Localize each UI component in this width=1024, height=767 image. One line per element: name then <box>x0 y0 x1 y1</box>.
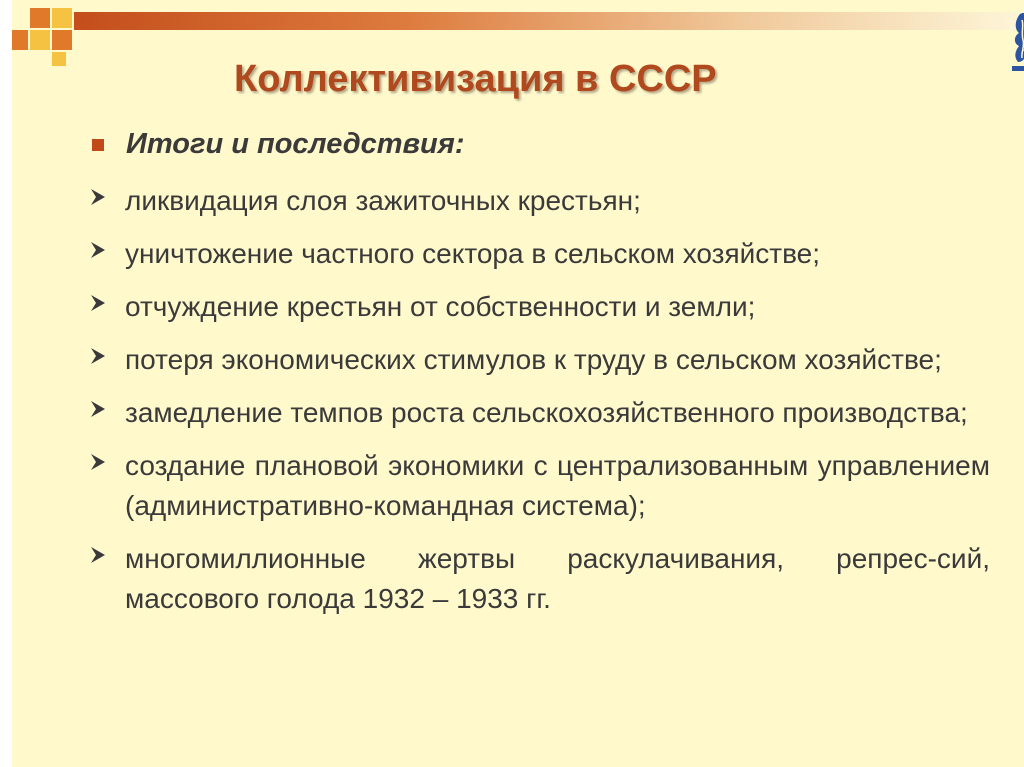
arrow-bullet-icon <box>90 452 106 472</box>
arrow-bullet-icon <box>90 545 106 565</box>
list-item <box>90 234 990 274</box>
corner-square <box>52 8 72 28</box>
list-item-text: создание плановой экономики с централизованным управлением (административно-командная система); <box>125 450 990 521</box>
arrow-bullet-icon <box>90 240 106 260</box>
corner-square <box>52 30 72 50</box>
list-item <box>90 539 990 619</box>
arrow-bullet-icon <box>90 293 106 313</box>
subheader <box>92 128 465 161</box>
list-item-text: многомиллионные жертвы раскулачивания, репрес-сий, массового голода 1932 – 1933 гг. <box>125 543 990 614</box>
arrow-bullet-icon <box>90 399 106 419</box>
consequences-list <box>90 181 990 632</box>
logo-icon <box>1010 10 1024 74</box>
corner-square <box>30 8 50 28</box>
square-bullet-icon <box>92 139 104 151</box>
corner-square <box>52 52 66 66</box>
list-item-text: ликвидация слоя зажиточных крестьян; <box>125 185 641 216</box>
slide-title: Коллективизация в СССР <box>234 58 717 100</box>
list-item <box>90 393 990 433</box>
subheader-text: Итоги и последствия: <box>126 128 465 160</box>
list-item <box>90 446 990 526</box>
corner-square <box>12 30 28 50</box>
list-item-text: потеря экономических стимулов к труду в сельском хозяйстве; <box>125 344 942 375</box>
list-item-text: замедление темпов роста сельскохозяйственного производства; <box>125 397 968 428</box>
slide <box>12 0 1024 767</box>
list-item <box>90 287 990 327</box>
header-gradient-bar <box>74 12 1024 30</box>
list-item-text: уничтожение частного сектора в сельском хозяйстве; <box>125 238 821 269</box>
list-item-text: отчуждение крестьян от собственности и земли; <box>125 291 756 322</box>
list-item <box>90 181 990 221</box>
arrow-bullet-icon <box>90 187 106 207</box>
arrow-bullet-icon <box>90 346 106 366</box>
list-item <box>90 340 990 380</box>
corner-square <box>30 30 50 50</box>
